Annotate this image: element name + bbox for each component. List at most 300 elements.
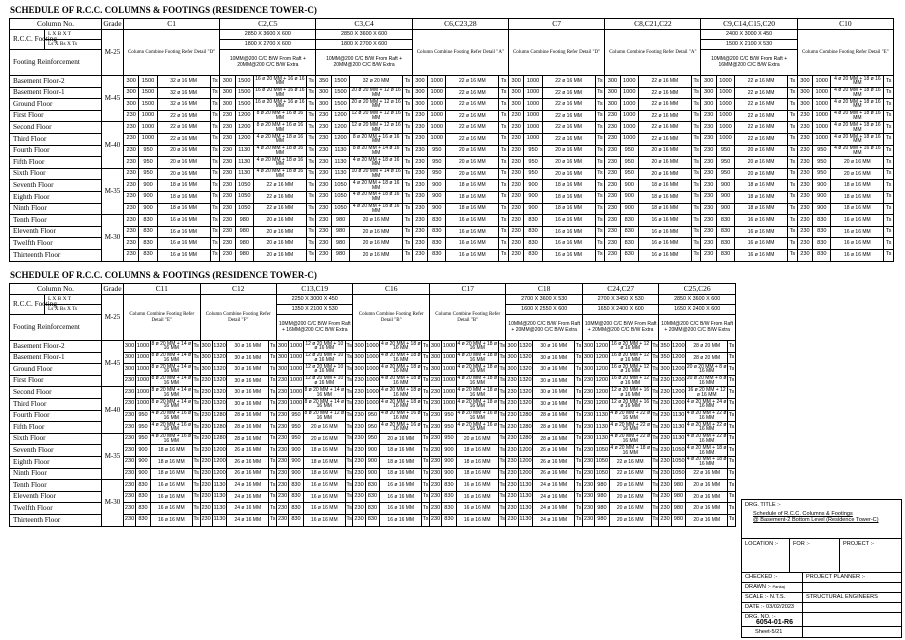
column-depth: 950 — [289, 410, 304, 422]
column-reinforcement: 18 ø 16 MM — [542, 191, 595, 203]
column-depth: 830 — [813, 249, 831, 261]
column-width: 230 — [701, 238, 716, 250]
footing-reference: Column Combine Footing Refer Detail "D" — [123, 30, 219, 76]
column-reinforcement: 20 ø 16 MM — [253, 226, 306, 238]
column-reinforcement: 4 ø 20 MM + 18 ø 16 MM — [831, 133, 884, 145]
footing-dimensions: 2850 X 3600 X 600 — [316, 30, 412, 40]
column-width: 300 — [200, 352, 212, 364]
column-depth: 1000 — [620, 87, 638, 99]
ts-label: Ts — [345, 375, 353, 387]
ts-label: Ts — [595, 87, 605, 99]
ts-label: Ts — [788, 180, 798, 192]
ts-label: Ts — [192, 410, 200, 422]
column-name: C25,C26 — [659, 284, 735, 295]
column-depth: 900 — [365, 468, 380, 480]
column-depth: 980 — [671, 480, 686, 492]
column-depth: 1320 — [518, 341, 533, 353]
column-reinforcement: 24 ø 16 MM — [533, 503, 575, 515]
ts-label: Ts — [422, 468, 430, 480]
ts-label: Ts — [691, 203, 701, 215]
column-depth: 900 — [813, 203, 831, 215]
column-width: 300 — [353, 341, 365, 353]
column-width: 300 — [412, 87, 427, 99]
column-depth: 1280 — [518, 410, 533, 422]
column-reinforcement: 30 ø 16 MM — [227, 375, 269, 387]
column-width: 230 — [220, 215, 235, 227]
footing-reinforcement: 10MM@200 C/C B/W From Raft + 20MM@200 C/C B/W Extra — [659, 315, 735, 341]
column-depth: 950 — [620, 157, 638, 169]
column-reinforcement: 22 ø 16 MM — [157, 133, 210, 145]
ts-label: Ts — [691, 76, 701, 88]
ts-label: Ts — [884, 191, 894, 203]
column-reinforcement: 22 ø 16 MM — [735, 133, 788, 145]
column-reinforcement: 24 ø 16 MM — [227, 503, 269, 515]
column-width: 300 — [582, 364, 594, 376]
column-reinforcement: 20 ø 20 MM + 12 ø 16 MM — [351, 98, 401, 110]
column-reinforcement: 18 ø 16 MM — [831, 191, 884, 203]
column-reinforcement: 16 ø 16 MM — [380, 491, 422, 503]
column-depth: 1200 — [331, 133, 349, 145]
column-width: 230 — [220, 191, 235, 203]
column-depth: 1000 — [139, 110, 157, 122]
column-width: 230 — [123, 203, 138, 215]
column-depth: 900 — [716, 180, 734, 192]
column-reinforcement: 22 ø 16 MM — [735, 122, 788, 134]
table-row — [10, 433, 736, 445]
column-reinforcement: 20 ø 16 MM — [446, 168, 499, 180]
column-reinforcement: 26 ø 16 MM — [227, 456, 269, 468]
ts-label: Ts — [595, 249, 605, 261]
column-width: 230 — [701, 249, 716, 261]
ts-label: Ts — [269, 364, 277, 376]
ts-label: Ts — [192, 514, 200, 526]
column-reinforcement: 12 ø 20 MM + 10 ø 16 MM — [303, 375, 345, 387]
column-depth: 1130 — [331, 145, 349, 157]
column-width: 300 — [316, 99, 331, 111]
grade-header: Grade — [103, 284, 122, 294]
column-name: C1 — [123, 19, 219, 30]
footing-dimensions: 2400 X 3000 X 450 — [701, 30, 797, 40]
column-reinforcement: 4 ø 20 MM + 18 ø 16 MM — [350, 157, 403, 169]
table-row — [10, 168, 894, 180]
column-width: 230 — [429, 503, 441, 515]
ts-label: Ts — [345, 387, 353, 399]
column-reinforcement: 18 ø 16 MM — [735, 203, 788, 215]
lsbs-label: Ls X Bs X Ts — [44, 40, 101, 50]
ts-label: Ts — [192, 433, 200, 445]
footing-dimensions: 2850 X 3600 X 600 — [220, 30, 316, 40]
column-depth: 1500 — [235, 99, 253, 111]
column-reinforcement: 22 ø 16 MM — [735, 110, 788, 122]
column-depth: 1050 — [235, 203, 253, 215]
ts-label: Ts — [422, 410, 430, 422]
column-width: 230 — [412, 180, 427, 192]
ts-label: Ts — [210, 249, 220, 261]
column-depth: 950 — [442, 410, 457, 422]
ts-label: Ts — [691, 145, 701, 157]
column-reinforcement: 24 ø 16 MM — [533, 491, 575, 503]
column-width: 230 — [506, 503, 518, 515]
ts-label: Ts — [788, 168, 798, 180]
column-reinforcement: 4 ø 20 MM + 18 ø 16 MM — [457, 398, 498, 410]
column-reinforcement: 18 ø 16 MM — [446, 191, 499, 203]
ts-label: Ts — [403, 215, 413, 227]
ts-label: Ts — [210, 133, 220, 145]
column-reinforcement: 20 ø 16 MM — [350, 249, 403, 261]
column-width: 300 — [797, 87, 812, 99]
ts-label: Ts — [345, 456, 353, 468]
ts-label: Ts — [192, 445, 200, 457]
column-reinforcement: 4 ø 20 MM + 18 ø 16 MM — [380, 398, 421, 410]
ts-label: Ts — [595, 215, 605, 227]
ts-label: Ts — [306, 249, 316, 261]
footing-dimensions: 2700 X 3600 X 530 — [506, 295, 582, 305]
ts-label: Ts — [691, 249, 701, 261]
column-depth: 1000 — [136, 398, 151, 410]
ts-label: Ts — [595, 191, 605, 203]
column-reinforcement: 18 ø 16 MM — [380, 468, 422, 480]
ts-label: Ts — [306, 191, 316, 203]
schedule-1-table — [9, 18, 894, 262]
column-reinforcement: 30 ø 16 MM — [533, 398, 575, 410]
floor-label: Fifth Floor — [10, 422, 102, 434]
column-width: 230 — [659, 375, 671, 387]
column-reinforcement: 8 ø 20 MM + 14 ø 16 MM — [350, 145, 403, 157]
column-width: 230 — [797, 238, 812, 250]
title-block — [741, 499, 902, 638]
column-depth: 1000 — [136, 387, 151, 399]
column-reinforcement: 20 ø 16 MM — [303, 433, 345, 445]
column-width: 230 — [353, 456, 365, 468]
column-width: 230 — [316, 180, 331, 192]
column-depth: 900 — [289, 445, 304, 457]
schedule-1-title: SCHEDULE OF R.C.C. COLUMNS & FOOTINGS (RESIDENCE TOWER-C) — [10, 5, 317, 15]
ts-label: Ts — [884, 180, 894, 192]
column-width: 230 — [276, 375, 288, 387]
column-reinforcement: 20 ø 16 MM — [350, 238, 403, 250]
column-reinforcement: 30 ø 16 MM — [227, 387, 269, 399]
column-reinforcement: 16 ø 16 MM — [150, 503, 192, 515]
footing-grade: M-25 — [101, 30, 123, 76]
column-depth: 900 — [524, 203, 542, 215]
ts-label: Ts — [595, 157, 605, 169]
column-width: 350 — [659, 341, 671, 353]
column-reinforcement: 4 ø 20 MM + 18 ø 16 MM — [831, 99, 884, 111]
floor-label: Eleventh Floor — [10, 226, 102, 238]
column-depth: 830 — [716, 249, 734, 261]
ts-label: Ts — [403, 203, 413, 215]
column-width: 230 — [276, 422, 288, 434]
column-depth: 900 — [428, 191, 446, 203]
column-width: 230 — [316, 215, 331, 227]
ts-label: Ts — [728, 387, 736, 399]
column-depth: 1050 — [595, 445, 610, 457]
column-depth: 1000 — [365, 398, 380, 410]
ts-label: Ts — [422, 352, 430, 364]
column-depth: 1130 — [212, 514, 227, 526]
column-depth: 1280 — [212, 433, 227, 445]
ts-label: Ts — [788, 215, 798, 227]
ts-label: Ts — [788, 145, 798, 157]
column-width: 230 — [276, 387, 288, 399]
column-width: 230 — [701, 145, 716, 157]
ts-label: Ts — [691, 99, 701, 111]
ts-label: Ts — [422, 398, 430, 410]
column-width: 230 — [582, 433, 594, 445]
ts-label: Ts — [595, 76, 605, 88]
ts-label: Ts — [210, 238, 220, 250]
column-depth: 950 — [428, 168, 446, 180]
ts-label: Ts — [306, 133, 316, 145]
table-row — [10, 76, 894, 88]
column-width: 230 — [429, 514, 441, 526]
column-width: 230 — [797, 145, 812, 157]
ts-label: Ts — [403, 99, 413, 111]
column-depth: 950 — [289, 433, 304, 445]
ts-label: Ts — [498, 422, 506, 434]
column-depth: 830 — [442, 480, 457, 492]
column-width: 230 — [605, 203, 620, 215]
column-reinforcement: 26 ø 16 MM — [533, 456, 575, 468]
floor-label: Third Floor — [10, 398, 102, 410]
tb-scale-label: SCALE :- — [745, 594, 769, 600]
column-width: 230 — [412, 122, 427, 134]
column-width: 230 — [200, 433, 212, 445]
column-width: 300 — [316, 87, 331, 99]
tb-date-label: DATE :- — [745, 604, 765, 610]
ts-label: Ts — [728, 433, 736, 445]
column-width: 230 — [220, 110, 235, 122]
ts-label: Ts — [422, 341, 430, 353]
ts-label: Ts — [192, 387, 200, 399]
ts-label: Ts — [269, 433, 277, 445]
column-depth: 1200 — [595, 398, 610, 410]
column-reinforcement: 16 ø 16 MM — [831, 249, 884, 261]
ts-label: Ts — [499, 157, 509, 169]
column-depth: 1320 — [518, 387, 533, 399]
column-depth: 1500 — [235, 76, 253, 88]
column-depth: 980 — [235, 215, 253, 227]
column-reinforcement: 4 ø 20 MM + 18 ø 16 MM — [457, 386, 498, 398]
floor-label: Ground Floor — [10, 364, 102, 376]
column-reinforcement: 16 ø 20 MM + 12 ø 16 MM — [609, 341, 651, 353]
column-reinforcement: 18 ø 16 MM — [456, 456, 498, 468]
ts-label: Ts — [728, 364, 736, 376]
column-reinforcement: 20 ø 16 MM — [157, 168, 210, 180]
column-width: 230 — [659, 503, 671, 515]
ts-label: Ts — [575, 341, 583, 353]
column-reinforcement: 16 ø 16 MM — [157, 226, 210, 238]
column-width: 300 — [429, 352, 441, 364]
column-reinforcement: 28 ø 16 MM — [227, 422, 269, 434]
column-depth: 1200 — [212, 456, 227, 468]
column-width: 230 — [701, 203, 716, 215]
column-width: 230 — [220, 145, 235, 157]
column-reinforcement: 16 ø 20 MM + 16 ø 16 MM — [255, 98, 305, 110]
column-reinforcement: 16 ø 16 MM — [150, 491, 192, 503]
column-depth: 1500 — [331, 76, 349, 88]
column-width: 230 — [412, 226, 427, 238]
ts-label: Ts — [210, 191, 220, 203]
column-width: 230 — [582, 468, 594, 480]
column-reinforcement: 16 ø 16 MM — [150, 514, 192, 526]
column-reinforcement: 30 ø 16 MM — [227, 341, 269, 353]
ts-label: Ts — [575, 375, 583, 387]
column-width: 230 — [582, 398, 594, 410]
column-width: 230 — [582, 456, 594, 468]
column-reinforcement: 4 ø 20 MM + 18 ø 16 MM — [686, 444, 727, 456]
floor-label: Third Floor — [10, 133, 102, 145]
footing-step-dimensions: 1800 X 2700 X 600 — [220, 40, 316, 50]
column-depth: 1200 — [671, 352, 686, 364]
floor-label: Fourth Floor — [10, 145, 102, 157]
column-depth: 1050 — [331, 191, 349, 203]
ts-label: Ts — [499, 238, 509, 250]
column-width: 230 — [200, 422, 212, 434]
ts-label: Ts — [498, 514, 506, 526]
column-depth: 950 — [620, 168, 638, 180]
column-reinforcement: 16 ø 16 MM — [157, 249, 210, 261]
column-depth: 830 — [139, 215, 157, 227]
column-width: 230 — [659, 480, 671, 492]
column-width: 230 — [582, 422, 594, 434]
column-depth: 830 — [289, 503, 304, 515]
table-row — [10, 238, 894, 250]
footing-reference: Column Combine Footing Refer Detail "F" — [200, 295, 276, 341]
ts-label: Ts — [575, 398, 583, 410]
ts-label: Ts — [192, 503, 200, 515]
column-depth: 950 — [442, 433, 457, 445]
ts-label: Ts — [498, 445, 506, 457]
column-reinforcement: 20 ø 16 MM — [253, 249, 306, 261]
ts-label: Ts — [403, 110, 413, 122]
column-width: 230 — [123, 422, 135, 434]
column-depth: 1000 — [524, 99, 542, 111]
ts-label: Ts — [422, 445, 430, 457]
column-width: 230 — [797, 110, 812, 122]
floor-label: Thirteenth Floor — [10, 514, 102, 526]
ts-label: Ts — [269, 468, 277, 480]
column-reinforcement: 18 ø 16 MM — [735, 180, 788, 192]
column-width: 230 — [605, 249, 620, 261]
column-reinforcement: 4 ø 20 MM + 18 ø 16 MM — [253, 145, 306, 157]
column-depth: 1000 — [365, 341, 380, 353]
floor-label: Ground Floor — [10, 99, 102, 111]
ts-label: Ts — [575, 514, 583, 526]
column-depth: 900 — [620, 203, 638, 215]
tb-drg-title-row — [742, 500, 901, 538]
column-reinforcement: 22 ø 16 MM — [253, 203, 306, 215]
column-width: 230 — [123, 145, 138, 157]
column-width: 230 — [123, 226, 138, 238]
column-reinforcement: 4 ø 20 MM + 24 ø 16 MM — [686, 398, 727, 410]
column-width: 230 — [123, 398, 135, 410]
column-depth: 1000 — [813, 99, 831, 111]
column-depth: 1000 — [813, 133, 831, 145]
column-width: 230 — [220, 180, 235, 192]
column-width: 230 — [508, 203, 523, 215]
column-depth: 1200 — [671, 375, 686, 387]
column-reinforcement: 4 ø 20 MM + 18 ø 16 MM — [831, 122, 884, 134]
column-depth: 980 — [595, 503, 610, 515]
column-depth: 900 — [136, 445, 151, 457]
column-width: 230 — [659, 433, 671, 445]
column-reinforcement: 4 ø 20 MM + 22 ø 16 MM — [686, 433, 727, 445]
column-reinforcement: 22 ø 16 MM — [542, 76, 595, 88]
column-depth: 1050 — [671, 456, 686, 468]
column-depth: 830 — [442, 491, 457, 503]
column-depth: 900 — [139, 180, 157, 192]
column-width: 230 — [123, 503, 135, 515]
column-depth: 1000 — [428, 87, 446, 99]
ts-label: Ts — [788, 87, 798, 99]
column-reinforcement: 16 ø 16 MM — [303, 514, 345, 526]
floor-label: Second Floor — [10, 122, 102, 134]
tb-drawn-label: DRAWN :- — [745, 584, 771, 590]
column-reinforcement: 12 ø 20 MM + 10 ø 16 MM — [303, 364, 345, 376]
column-reinforcement: 4 ø 20 MM + 18 ø 16 MM — [380, 352, 421, 363]
ts-label: Ts — [269, 480, 277, 492]
column-reinforcement: 16 ø 16 MM — [638, 215, 691, 227]
column-width: 230 — [276, 514, 288, 526]
table-row — [10, 99, 894, 111]
column-reinforcement: 22 ø 16 MM — [638, 76, 691, 88]
column-reinforcement: 12 ø 20 MM + 12 ø 16 MM — [351, 110, 401, 122]
column-depth: 830 — [716, 226, 734, 238]
column-depth: 1200 — [595, 375, 610, 387]
column-width: 230 — [508, 238, 523, 250]
column-width: 300 — [123, 99, 138, 111]
column-reinforcement: 22 ø 16 MM — [686, 468, 728, 480]
ts-label: Ts — [691, 238, 701, 250]
floor-label: Basement Floor-2 — [10, 341, 102, 353]
column-reinforcement: 4 ø 20 MM + 18 ø 16 MM — [610, 444, 651, 456]
column-reinforcement: 22 ø 16 MM — [638, 133, 691, 145]
column-width: 230 — [605, 180, 620, 192]
column-depth: 1000 — [442, 352, 457, 364]
ts-label: Ts — [306, 180, 316, 192]
floor-label: Ninth Floor — [10, 203, 102, 215]
column-width: 230 — [412, 215, 427, 227]
ts-label: Ts — [498, 352, 506, 364]
column-width: 230 — [659, 410, 671, 422]
column-reinforcement: 16 ø 20 MM + 12 ø 16 MM — [686, 387, 728, 399]
column-width: 230 — [220, 133, 235, 145]
column-width: 230 — [506, 514, 518, 526]
column-width: 230 — [220, 249, 235, 261]
column-width: 230 — [220, 157, 235, 169]
ts-label: Ts — [884, 87, 894, 99]
footing-step-dimensions: 1600 X 2550 X 600 — [506, 305, 582, 315]
table-row — [10, 133, 894, 145]
column-reinforcement: 22 ø 16 MM — [638, 110, 691, 122]
column-depth: 1000 — [136, 375, 151, 387]
ts-label: Ts — [575, 456, 583, 468]
column-depth: 950 — [136, 410, 151, 422]
ts-label: Ts — [575, 491, 583, 503]
column-reinforcement: 22 ø 16 MM — [735, 87, 788, 99]
column-depth: 950 — [139, 157, 157, 169]
column-width: 300 — [508, 87, 523, 99]
column-width: 230 — [797, 180, 812, 192]
ts-label: Ts — [499, 249, 509, 261]
column-width: 230 — [429, 445, 441, 457]
column-reinforcement: 12 ø 20 MM + 10 ø 16 MM — [303, 352, 345, 364]
column-depth: 900 — [289, 456, 304, 468]
ts-label: Ts — [651, 514, 659, 526]
footing-step-dimensions: 1650 X 2400 X 600 — [582, 305, 658, 315]
ts-label: Ts — [403, 76, 413, 88]
